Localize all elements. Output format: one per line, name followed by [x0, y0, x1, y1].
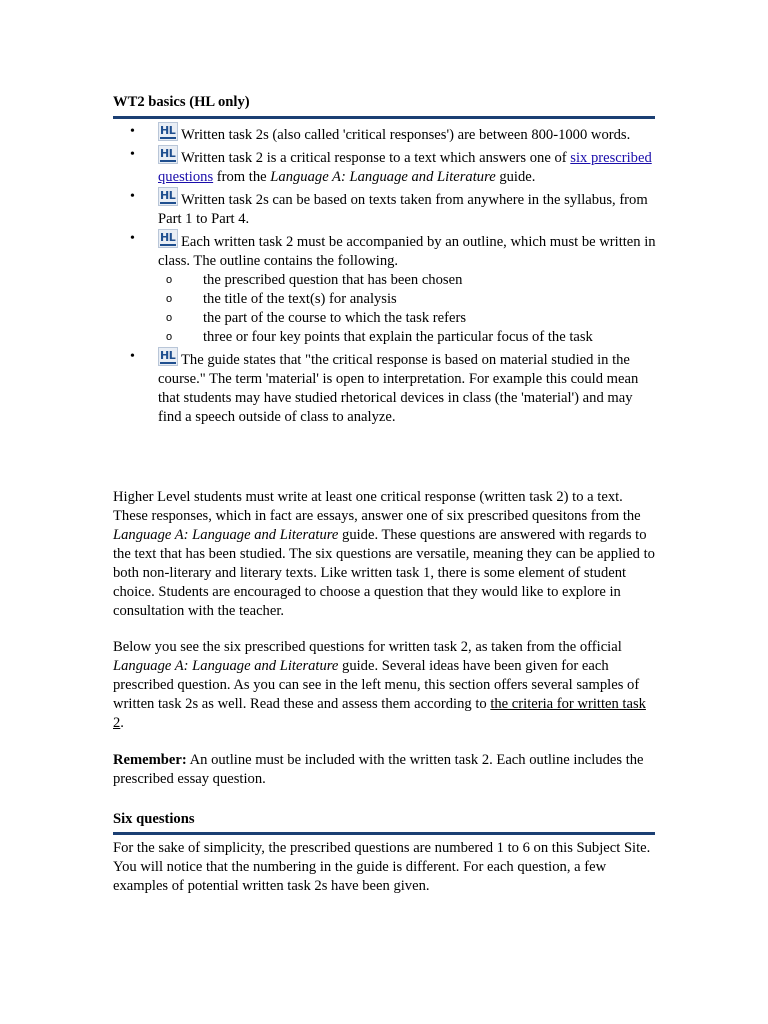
- sub-list-item: o three or four key points that explain the particular focus of the task: [166, 329, 593, 345]
- list-item: [113, 145, 658, 187]
- list-item: [113, 122, 658, 145]
- guide-title: Language A: Language and Literature: [270, 169, 496, 185]
- sub-bullet-marker: o: [166, 274, 173, 286]
- hl-icon: HL: [158, 347, 178, 366]
- list-item: [113, 229, 658, 347]
- hl-icon: HL: [158, 122, 178, 141]
- bullet-dot: •: [130, 147, 135, 162]
- bullet-dot: •: [130, 231, 135, 246]
- hl-icon: HL: [158, 229, 178, 248]
- bullet-text: Each written task 2 must be accompanied by an outline, which must be written in class. The outline contains the following.: [158, 234, 656, 269]
- intro-paragraph: Higher Level students must write at least one critical response (written task 2) to a text. These responses, which in fact are essays, answer one of six prescribed quesitons from the Language A: Language and Literature guide. These questions are answered with regards to the text that has been studied. The six questions are versatile, meaning they can be applied to both non-literary and literary texts. Like written task 1, there is some element of student choice. Students are encouraged to choose a question that they would like to explore in consultation with the teacher.: [113, 489, 655, 619]
- bullet-text: Written task 2s (also called 'critical responses') are between 800-1000 words.: [181, 127, 631, 143]
- hl-icon: HL: [158, 187, 178, 206]
- sub-bullet-marker: o: [166, 331, 173, 343]
- guide-title: Language A: Language and Literature: [113, 658, 339, 674]
- bullet-text: from the: [213, 169, 271, 185]
- section-heading-six-questions: Six questions: [113, 811, 195, 827]
- six-prescribed-questions-link[interactable]: six prescribed questions: [158, 150, 652, 185]
- sub-bullet-marker: o: [166, 312, 173, 324]
- bullet-text: guide.: [495, 169, 536, 185]
- sub-list-item: o the prescribed question that has been chosen: [166, 272, 463, 288]
- list-item: [113, 187, 658, 229]
- bullet-dot: •: [130, 189, 135, 204]
- heading-rule: [113, 832, 655, 835]
- bullet-text: Written task 2 is a critical response to a text which answers one of: [181, 150, 571, 166]
- bullet-text: The guide states that "the critical response is based on material studied in the course." The term 'material' is open to interpretation. For example this could mean that students may have studied rhetorical devices in class (the 'material') and may find a speech outside of class to analyze.: [158, 352, 639, 425]
- hl-icon: HL: [158, 145, 178, 164]
- bullet-text: Written task 2s can be based on texts taken from anywhere in the syllabus, from Part 1 to Part 4.: [158, 192, 648, 227]
- sub-bullet-marker: o: [166, 293, 173, 305]
- guide-title: Language A: Language and Literature: [113, 527, 339, 543]
- remember-paragraph: Remember: An outline must be included with the written task 2. Each outline includes the prescribed essay question.: [113, 752, 644, 787]
- bullet-dot: •: [130, 124, 135, 139]
- remember-label: Remember:: [113, 752, 187, 768]
- outline-sub-list: [158, 271, 658, 347]
- bullet-dot: •: [130, 349, 135, 364]
- list-item: [113, 347, 658, 427]
- section-heading-wt2-basics: WT2 basics (HL only): [113, 94, 250, 110]
- simplicity-paragraph: For the sake of simplicity, the prescribed questions are numbered 1 to 6 on this Subject Site. You will notice that the numbering in the guide is different. For each question, a few examples of potential written task 2s have been given.: [113, 840, 651, 894]
- wt2-bullet-list: [113, 122, 658, 427]
- sub-list-item: o the part of the course to which the task refers: [166, 310, 466, 326]
- sub-list-item: o the title of the text(s) for analysis: [166, 291, 397, 307]
- criteria-link[interactable]: the criteria for written task 2: [113, 696, 646, 731]
- heading-rule: [113, 116, 655, 119]
- questions-paragraph: Below you see the six prescribed questions for written task 2, as taken from the official Language A: Language and Literature guide. Several ideas have been given for each prescribed question. As you can see in the left menu, this section offers several samples of written task 2s as well. Read these and assess them according to the criteria for written task 2.: [113, 639, 646, 731]
